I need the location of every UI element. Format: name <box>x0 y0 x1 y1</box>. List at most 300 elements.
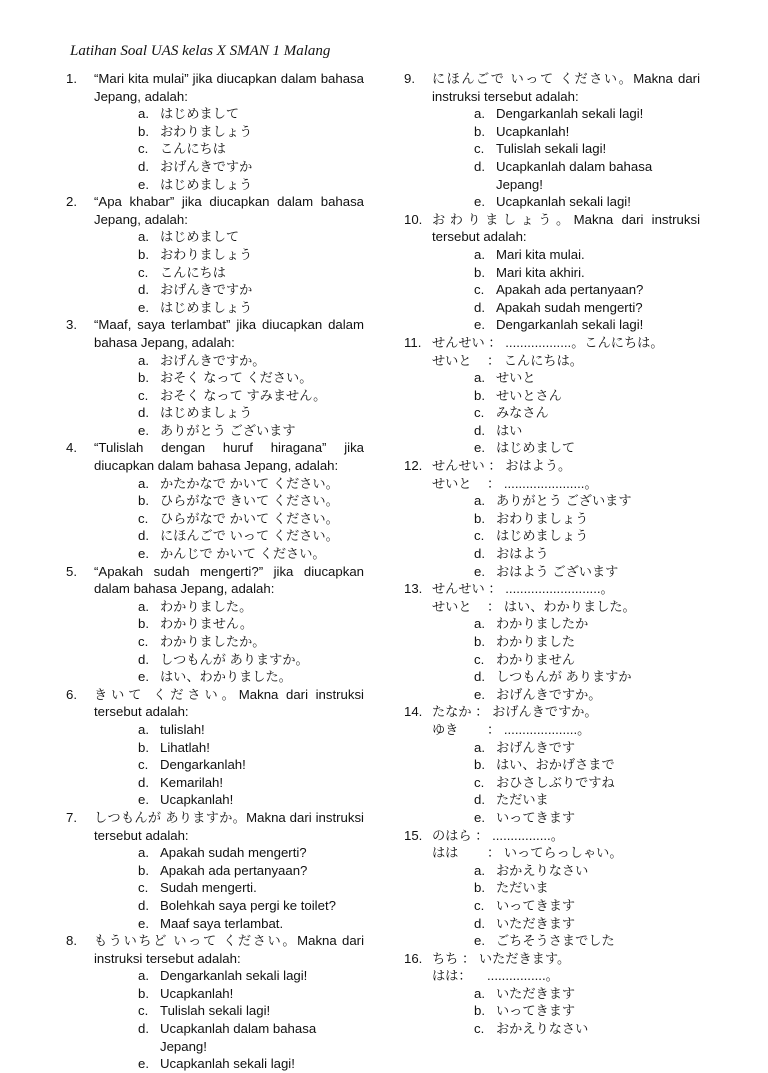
answer-option[interactable] <box>66 422 364 440</box>
question-number: 5. <box>66 563 77 579</box>
option-text: Ucapkanlah sekali lagi! <box>160 1056 295 1072</box>
answer-options <box>66 352 364 440</box>
option-text: わかりましたか。 <box>160 634 266 649</box>
option-text: みなさん <box>496 405 549 421</box>
answer-option[interactable] <box>66 510 364 528</box>
reply-indent <box>404 721 432 739</box>
option-letter: c. <box>474 774 485 790</box>
answer-option[interactable] <box>66 176 364 194</box>
answer-option[interactable] <box>66 756 364 774</box>
reply-line <box>432 967 559 985</box>
question-text: せんせい ： ..........................。 <box>432 581 614 597</box>
answer-option[interactable] <box>404 123 700 141</box>
answer-option[interactable] <box>66 264 364 282</box>
option-text: Ucapkanlah! <box>160 985 234 1001</box>
question-number: 4. <box>66 440 77 456</box>
option-text: おわりましょう <box>496 510 589 526</box>
answer-option[interactable] <box>66 651 364 669</box>
answer-options <box>404 492 700 580</box>
question-text: せんせい ： おはよう。 <box>432 458 572 474</box>
option-text: せいと <box>496 370 536 386</box>
reply-indent <box>404 598 432 616</box>
reply-line <box>432 475 598 493</box>
option-text: こんにちは <box>160 141 226 157</box>
question-item <box>404 457 700 580</box>
dialogue-reply <box>404 352 700 370</box>
option-text: おひさしぶりですね <box>496 774 615 790</box>
question-item <box>66 809 364 932</box>
option-text: Bolehkah saya pergi ke toilet? <box>160 897 336 913</box>
option-text: Apakah ada pertanyaan? <box>160 862 308 878</box>
option-text: Sudah mengerti. <box>160 880 257 896</box>
reply-speaker: せいと <box>432 475 472 491</box>
answer-option[interactable] <box>404 651 700 669</box>
question-text: しつもんが ありますか。Makna dari instruksi tersebut adalah: <box>94 809 364 843</box>
answer-options <box>404 862 700 950</box>
page-title: Latihan Soal UAS kelas X SMAN 1 Malang <box>70 43 331 59</box>
option-letter: a. <box>474 862 485 878</box>
option-letter: a. <box>138 229 149 245</box>
question-row <box>404 457 700 475</box>
option-text: はじめまして <box>496 440 576 456</box>
answer-option[interactable] <box>66 404 364 422</box>
option-letter: b. <box>138 985 149 1001</box>
answer-option[interactable] <box>66 299 364 317</box>
option-text: Ucapkanlah! <box>496 123 570 139</box>
question-row <box>66 316 364 351</box>
answer-option[interactable] <box>404 879 700 897</box>
reply-speaker: せいと <box>432 598 472 614</box>
option-letter: c. <box>138 141 149 157</box>
option-text: いただきます <box>496 985 576 1001</box>
option-text: わかりました <box>496 634 576 649</box>
option-text: おはよう ございます <box>496 563 619 579</box>
reply-line <box>432 721 590 739</box>
option-text: おげんきですか <box>160 282 253 298</box>
option-text: わかりました。 <box>160 598 253 614</box>
answer-option[interactable] <box>66 475 364 493</box>
answer-option[interactable] <box>66 739 364 757</box>
option-letter: d. <box>138 528 149 544</box>
answer-option[interactable] <box>66 915 364 933</box>
answer-option[interactable] <box>404 264 700 282</box>
question-number: 13. <box>404 581 423 597</box>
option-letter: d. <box>474 915 485 931</box>
option-text: せいとさん <box>496 387 562 403</box>
answer-option[interactable] <box>66 897 364 915</box>
option-letter: d. <box>474 546 485 562</box>
option-letter: e. <box>474 686 485 702</box>
answer-option[interactable] <box>66 615 364 633</box>
answer-option[interactable] <box>404 369 700 387</box>
option-letter: e. <box>138 1056 149 1072</box>
option-text: Maaf saya terlambat. <box>160 915 284 931</box>
option-letter: b. <box>138 616 149 632</box>
option-letter: d. <box>138 1021 149 1037</box>
option-letter: e. <box>474 933 485 949</box>
option-letter: b. <box>138 493 149 509</box>
answer-option[interactable] <box>66 228 364 246</box>
option-text: はい <box>496 422 523 438</box>
option-letter: e. <box>474 563 485 579</box>
option-letter: b. <box>474 1003 485 1019</box>
question-number: 12. <box>404 458 423 474</box>
answer-option[interactable] <box>404 246 700 264</box>
answer-option[interactable] <box>404 915 700 933</box>
option-text: わかりません <box>496 651 576 667</box>
answer-option[interactable] <box>404 774 700 792</box>
answer-option[interactable] <box>66 527 364 545</box>
option-text: はじめましょう <box>496 528 589 544</box>
question-row <box>404 70 700 105</box>
option-text: いってきます <box>496 809 576 825</box>
reply-text: ： ....................。 <box>487 721 591 737</box>
question-row <box>404 334 700 352</box>
answer-option[interactable] <box>66 1002 364 1020</box>
option-text: ありがとう ございます <box>160 422 296 438</box>
question-row <box>66 809 364 844</box>
question-row <box>66 193 364 228</box>
answer-option[interactable] <box>66 123 364 141</box>
answer-options <box>66 844 364 932</box>
option-letter: c. <box>474 651 485 667</box>
reply-text: ： いってらっしゃい。 <box>487 845 623 861</box>
question-number: 3. <box>66 317 77 333</box>
option-letter: d. <box>138 651 149 667</box>
answer-option[interactable] <box>404 1002 700 1020</box>
reply-indent <box>404 844 432 862</box>
answer-options <box>66 228 364 316</box>
option-text: ひらがなで かいて ください。 <box>160 510 339 526</box>
question-item <box>404 827 700 950</box>
option-letter: a. <box>474 493 485 509</box>
question-item <box>404 703 700 826</box>
answer-option[interactable] <box>66 879 364 897</box>
answer-option[interactable] <box>404 932 700 950</box>
answer-option[interactable] <box>404 422 700 440</box>
question-item <box>404 334 700 457</box>
answer-option[interactable] <box>66 844 364 862</box>
answer-option[interactable] <box>66 387 364 405</box>
reply-text: ： はい、わかりました。 <box>487 598 636 614</box>
question-text: “Apakah sudah mengerti?” jika diucapkan dalam bahasa Jepang, adalah: <box>94 563 364 597</box>
option-text: ひらがなで きいて ください。 <box>160 493 339 509</box>
option-letter: c. <box>138 387 149 403</box>
option-letter: a. <box>138 845 149 861</box>
question-text: おわりましょう。Makna dari instruksi tersebut adalah: <box>432 211 700 245</box>
option-text: Ucapkanlah sekali lagi! <box>496 194 631 210</box>
option-text: Dengarkanlah! <box>160 757 246 773</box>
answer-option[interactable] <box>404 862 700 880</box>
option-text: しつもんが ありますか <box>496 669 632 685</box>
answer-option[interactable] <box>404 668 700 686</box>
option-text: Apakah sudah mengerti? <box>496 299 643 315</box>
answer-option[interactable] <box>404 809 700 827</box>
answer-option[interactable] <box>404 492 700 510</box>
option-text: にほんごで いって ください。 <box>160 528 339 544</box>
question-number: 7. <box>66 809 77 825</box>
option-text: Tulislah sekali lagi! <box>160 1003 271 1019</box>
option-text: おはよう <box>496 546 549 562</box>
reply-line <box>432 352 583 370</box>
question-text: ちち ： いただきます。 <box>432 950 571 966</box>
answer-option[interactable] <box>66 862 364 880</box>
dialogue-reply <box>404 844 700 862</box>
answer-option[interactable] <box>404 439 700 457</box>
answer-option[interactable] <box>404 158 700 193</box>
answer-options <box>404 615 700 703</box>
reply-line <box>432 598 636 616</box>
option-letter: e. <box>138 422 149 438</box>
option-letter: b. <box>138 370 149 386</box>
option-letter: b. <box>474 880 485 896</box>
dialogue-reply <box>404 475 700 493</box>
question-row <box>66 563 364 598</box>
answer-option[interactable] <box>404 756 700 774</box>
answer-option[interactable] <box>66 105 364 123</box>
option-letter: c. <box>138 757 149 773</box>
option-text: Apakah ada pertanyaan? <box>496 282 644 298</box>
option-letter: b. <box>474 634 485 649</box>
question-row <box>66 686 364 721</box>
option-text: Lihatlah! <box>160 739 210 755</box>
option-letter: b. <box>474 387 485 403</box>
answer-option[interactable] <box>404 985 700 1003</box>
option-text: おわりましょう <box>160 123 253 139</box>
option-text: わかりましたか <box>496 616 589 632</box>
reply-text: ................。 <box>487 968 559 984</box>
answer-option[interactable] <box>66 633 364 651</box>
question-row <box>66 70 364 105</box>
option-letter: c. <box>474 528 485 544</box>
option-letter: a. <box>474 739 485 755</box>
answer-option[interactable] <box>404 510 700 528</box>
option-letter: a. <box>474 246 485 262</box>
option-text: Apakah sudah mengerti? <box>160 845 307 861</box>
option-letter: d. <box>474 299 485 315</box>
reply-line <box>432 844 623 862</box>
option-text: はい、わかりました。 <box>160 669 292 685</box>
option-letter: e. <box>138 792 149 808</box>
answer-option[interactable] <box>66 545 364 563</box>
option-text: Dengarkanlah sekali lagi! <box>160 968 308 984</box>
answer-option[interactable] <box>404 563 700 581</box>
question-text: “Apa khabar” jika diucapkan dalam bahasa Jepang, adalah: <box>94 194 364 227</box>
option-letter: e. <box>474 440 485 456</box>
answer-option[interactable] <box>404 1020 700 1038</box>
option-text: かたかなで かいて ください。 <box>160 475 339 491</box>
question-row <box>404 580 700 598</box>
option-letter: b. <box>138 862 149 878</box>
answer-option[interactable] <box>66 721 364 739</box>
option-text: はじめましょう <box>160 176 253 192</box>
answer-option[interactable] <box>66 352 364 370</box>
answer-options <box>404 105 700 211</box>
answer-option[interactable] <box>404 739 700 757</box>
answer-option[interactable] <box>66 598 364 616</box>
option-text: Mari kita mulai. <box>496 246 585 262</box>
option-text: Ucapkanlah dalam bahasa Jepang! <box>496 158 653 192</box>
option-text: はい、おかげさまで <box>496 757 615 773</box>
option-letter: d. <box>138 158 149 174</box>
option-letter: e. <box>138 915 149 931</box>
option-letter: c. <box>138 880 149 896</box>
option-letter: e. <box>474 194 485 210</box>
reply-text: ： ......................。 <box>487 475 598 491</box>
reply-text: ： こんにちは。 <box>487 352 583 368</box>
option-letter: e. <box>138 176 149 192</box>
answer-option[interactable] <box>66 1055 364 1073</box>
option-letter: a. <box>138 475 149 491</box>
option-letter: e. <box>138 546 149 562</box>
option-letter: d. <box>474 158 485 174</box>
question-row <box>404 950 700 968</box>
answer-option[interactable] <box>66 985 364 1003</box>
option-text: Dengarkanlah sekali lagi! <box>496 317 644 333</box>
option-text: おかえりなさい <box>496 1021 589 1037</box>
question-item <box>66 686 364 809</box>
option-letter: c. <box>138 1003 149 1019</box>
answer-options <box>66 598 364 686</box>
answer-option[interactable] <box>404 193 700 211</box>
option-text: Ucapkanlah dalam bahasa Jepang! <box>160 1021 317 1054</box>
option-letter: b. <box>474 757 485 773</box>
answer-option[interactable] <box>66 1020 364 1055</box>
option-text: はじめまして <box>160 229 240 245</box>
question-item <box>404 211 700 334</box>
option-letter: a. <box>138 598 149 614</box>
option-letter: d. <box>138 774 149 790</box>
question-item <box>66 316 364 439</box>
option-text: かんじで かいて ください。 <box>160 546 326 562</box>
option-text: いただきます <box>496 915 576 931</box>
option-letter: d. <box>138 897 149 913</box>
option-text: Kemarilah! <box>160 774 224 790</box>
answer-option[interactable] <box>404 527 700 545</box>
option-letter: a. <box>138 352 149 368</box>
dialogue-reply <box>404 967 700 985</box>
option-letter: d. <box>138 405 149 421</box>
option-text: いってきます <box>496 1003 576 1019</box>
question-item <box>66 439 364 562</box>
option-letter: c. <box>474 282 485 298</box>
answer-option[interactable] <box>404 299 700 317</box>
option-letter: b. <box>138 246 149 262</box>
option-text: おげんきですか。 <box>496 686 602 702</box>
left-column <box>66 70 364 1073</box>
answer-option[interactable] <box>404 615 700 633</box>
option-text: ごちそうさまでした <box>496 933 615 949</box>
answer-option[interactable] <box>404 791 700 809</box>
question-item <box>66 563 364 686</box>
answer-option[interactable] <box>404 316 700 334</box>
option-text: Dengarkanlah sekali lagi! <box>496 106 644 122</box>
question-number: 8. <box>66 933 77 949</box>
answer-option[interactable] <box>66 140 364 158</box>
answer-option[interactable] <box>66 369 364 387</box>
question-text: もういちど いって ください。Makna dari instruksi tersebut adalah: <box>94 933 364 966</box>
answer-option[interactable] <box>66 158 364 176</box>
reply-indent <box>404 352 432 370</box>
answer-option[interactable] <box>66 791 364 809</box>
option-letter: b. <box>138 739 149 755</box>
answer-option[interactable] <box>66 668 364 686</box>
answer-option[interactable] <box>404 387 700 405</box>
answer-option[interactable] <box>66 281 364 299</box>
answer-option[interactable] <box>404 633 700 651</box>
answer-option[interactable] <box>404 140 700 158</box>
question-number: 14. <box>404 704 423 720</box>
answer-options <box>404 369 700 457</box>
question-row <box>404 211 700 246</box>
option-text: こんにちは <box>160 264 226 280</box>
option-letter: c. <box>474 1021 485 1037</box>
option-text: おかえりなさい <box>496 862 589 878</box>
answer-option[interactable] <box>66 492 364 510</box>
reply-speaker: はは： <box>432 968 472 984</box>
question-row <box>404 703 700 721</box>
option-letter: c. <box>138 264 149 280</box>
dialogue-reply <box>404 598 700 616</box>
question-row <box>66 439 364 474</box>
option-text: おそく なって ください。 <box>160 370 313 386</box>
question-number: 6. <box>66 686 77 702</box>
option-text: はじめましょう <box>160 405 253 421</box>
right-column <box>404 70 700 1038</box>
answer-option[interactable] <box>404 281 700 299</box>
option-letter: c. <box>138 510 149 526</box>
option-letter: a. <box>474 106 485 122</box>
option-text: いってきます <box>496 897 576 913</box>
option-text: おそく なって すみません。 <box>160 387 327 403</box>
option-letter: a. <box>138 721 149 737</box>
question-text: “Maaf, saya terlambat” jika diucapkan dalam bahasa Jepang, adalah: <box>94 317 364 350</box>
option-letter: a. <box>138 968 149 984</box>
option-text: はじめまして <box>160 106 240 122</box>
reply-speaker: ゆき <box>432 721 459 737</box>
dialogue-reply <box>404 721 700 739</box>
answer-option[interactable] <box>404 105 700 123</box>
option-text: しつもんが ありますか。 <box>160 651 309 667</box>
answer-option[interactable] <box>66 774 364 792</box>
question-text: たなか ： おげんきですか。 <box>432 704 598 720</box>
option-letter: a. <box>474 616 485 632</box>
option-letter: c. <box>138 634 149 649</box>
answer-option[interactable] <box>404 404 700 422</box>
question-text: せんせい ： ..................。こんにちは。 <box>432 334 664 350</box>
question-item <box>66 932 364 1073</box>
answer-options <box>66 105 364 193</box>
answer-option[interactable] <box>404 545 700 563</box>
question-number: 11. <box>404 334 422 350</box>
answer-option[interactable] <box>66 246 364 264</box>
option-letter: e. <box>474 317 485 333</box>
answer-option[interactable] <box>404 686 700 704</box>
option-letter: b. <box>474 510 485 526</box>
answer-option[interactable] <box>404 897 700 915</box>
option-text: おげんきですか <box>160 158 253 174</box>
option-text: おげんきです <box>496 739 576 755</box>
option-letter: b. <box>474 264 485 280</box>
reply-indent <box>404 967 432 985</box>
question-text: にほんごで いって ください。Makna dari instruksi tersebut adalah: <box>432 71 700 104</box>
question-text: “Mari kita mulai” jika diucapkan dalam bahasa Jepang, adalah: <box>94 71 364 104</box>
question-number: 10. <box>404 211 423 227</box>
question-number: 2. <box>66 194 77 210</box>
option-text: ただいま <box>496 792 549 808</box>
question-item <box>404 950 700 1038</box>
answer-option[interactable] <box>66 967 364 985</box>
